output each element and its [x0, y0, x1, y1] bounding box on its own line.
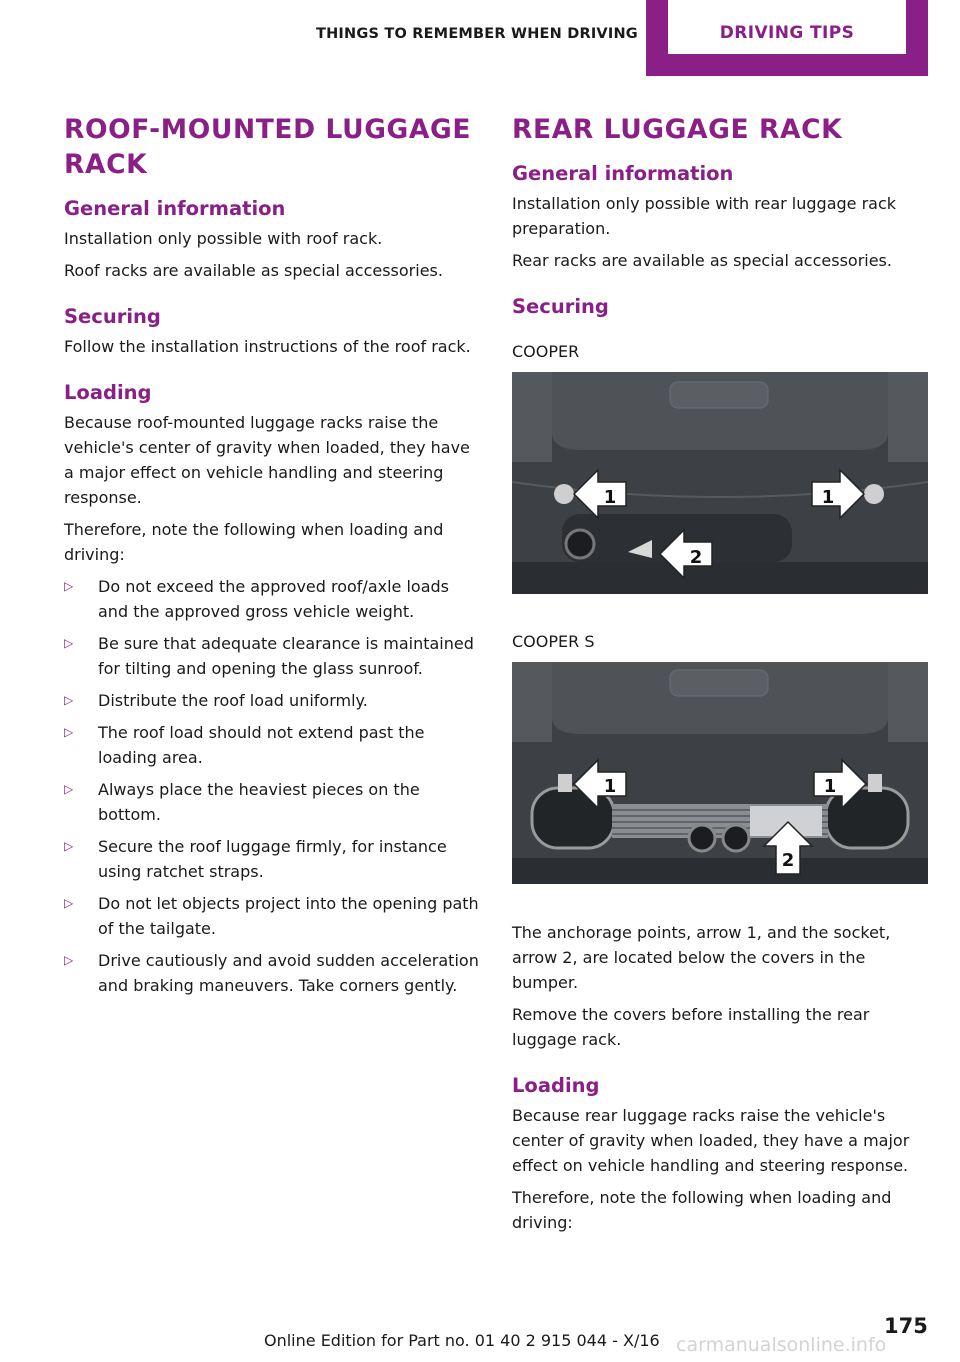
callout-2: 2: [781, 850, 795, 871]
list-item-text: Do not let objects project into the opening path of the tailgate.: [98, 894, 479, 938]
rear-loading-heading: Loading: [512, 1074, 600, 1097]
list-item: [64, 948, 480, 998]
rear-loading-para-1: Because rear luggage racks raise the vehicle's center of gravity when loaded, they have a major effect on vehicle handling and steering response.: [512, 1106, 910, 1175]
list-item-text: The roof load should not extend past the loading area.: [98, 723, 425, 767]
footer-edition: Online Edition for Part no. 01 40 2 915 044 - X/16: [264, 1331, 660, 1350]
list-item-text: Do not exceed the approved roof/axle loads and the approved gross vehicle weight.: [98, 577, 449, 621]
list-item: [64, 720, 480, 770]
running-header-section: THINGS TO REMEMBER WHEN DRIVING: [316, 26, 638, 42]
bullet-triangle-icon: ▷: [64, 636, 74, 650]
rear-loading-para-2: Therefore, note the following when loading and driving:: [512, 1188, 892, 1232]
roof-loading-para-1: Because roof-mounted luggage racks raise the vehicle's center of gravity when loaded, they have a major effect on vehicle handling and steering response.: [64, 413, 470, 507]
cooper-s-bumper-illustration: [512, 662, 928, 884]
rear-securing-heading: Securing: [512, 295, 609, 318]
roof-general-para-1: Installation only possible with roof rack.: [64, 229, 383, 248]
roof-securing-text: Follow the installation instructions of the roof rack.: [64, 337, 471, 356]
variant-label-cooper: COOPER: [512, 342, 580, 361]
roof-general-heading: General information: [64, 197, 286, 220]
list-item-text: Always place the heaviest pieces on the bottom.: [98, 780, 420, 824]
cooper-bumper-figure: [512, 372, 928, 594]
bullet-triangle-icon: ▷: [64, 693, 74, 707]
bullet-triangle-icon: ▷: [64, 782, 74, 796]
list-item: [64, 777, 480, 827]
rear-general-heading: General information: [512, 162, 734, 185]
variant-label-cooper-s: COOPER S: [512, 632, 595, 651]
rear-securing-para-1: The anchorage points, arrow 1, and the socket, arrow 2, are located below the covers in the bumper.: [512, 923, 891, 992]
callout-1-right: 1: [823, 776, 837, 797]
rear-rack-title: REAR LUGGAGE RACK: [512, 114, 843, 145]
roof-securing-heading: Securing: [64, 305, 161, 328]
roof-rack-title: ROOF-MOUNTED LUGGAGE RACK: [64, 114, 472, 180]
roof-loading-heading: Loading: [64, 381, 152, 404]
rear-general-para-1: Installation only possible with rear luggage rack preparation.: [512, 194, 897, 238]
chapter-tab-label: DRIVING TIPS: [719, 23, 855, 43]
callout-1-left: 1: [603, 487, 617, 508]
list-item: [64, 688, 480, 713]
list-item-text: Distribute the roof load uniformly.: [98, 691, 368, 710]
right-column: [512, 112, 928, 1242]
list-item: [64, 631, 480, 681]
cooper-s-bumper-figure: [512, 662, 928, 884]
chapter-tab: [646, 0, 928, 76]
cooper-bumper-illustration: [512, 372, 928, 594]
list-item-text: Drive cautiously and avoid sudden acceleration and braking maneuvers. Take corners gently.: [98, 951, 479, 995]
list-item: [64, 834, 480, 884]
callout-1-right: 1: [821, 487, 835, 508]
callout-2: 2: [689, 547, 703, 568]
bullet-triangle-icon: ▷: [64, 896, 74, 910]
page-number: 175: [884, 1314, 928, 1338]
bullet-triangle-icon: ▷: [64, 953, 74, 967]
roof-loading-para-2: Therefore, note the following when loading and driving:: [64, 520, 444, 564]
chapter-tab-inner: [668, 0, 906, 54]
list-item: [64, 574, 480, 624]
rear-general-para-2: Rear racks are available as special accessories.: [512, 251, 892, 270]
bullet-triangle-icon: ▷: [64, 839, 74, 853]
list-item-text: Be sure that adequate clearance is maintained for tilting and opening the glass sunroof.: [98, 634, 474, 678]
list-item: [64, 891, 480, 941]
rear-securing-para-2: Remove the covers before installing the rear luggage rack.: [512, 1005, 870, 1049]
list-item-text: Secure the roof luggage firmly, for instance using ratchet straps.: [98, 837, 447, 881]
watermark: carmanualsonline.info: [676, 1334, 887, 1356]
bullet-triangle-icon: ▷: [64, 579, 74, 593]
left-column: [64, 112, 480, 1005]
roof-loading-list: [64, 574, 480, 998]
bullet-triangle-icon: ▷: [64, 725, 74, 739]
roof-general-para-2: Roof racks are available as special accessories.: [64, 261, 443, 280]
callout-1-left: 1: [603, 776, 617, 797]
